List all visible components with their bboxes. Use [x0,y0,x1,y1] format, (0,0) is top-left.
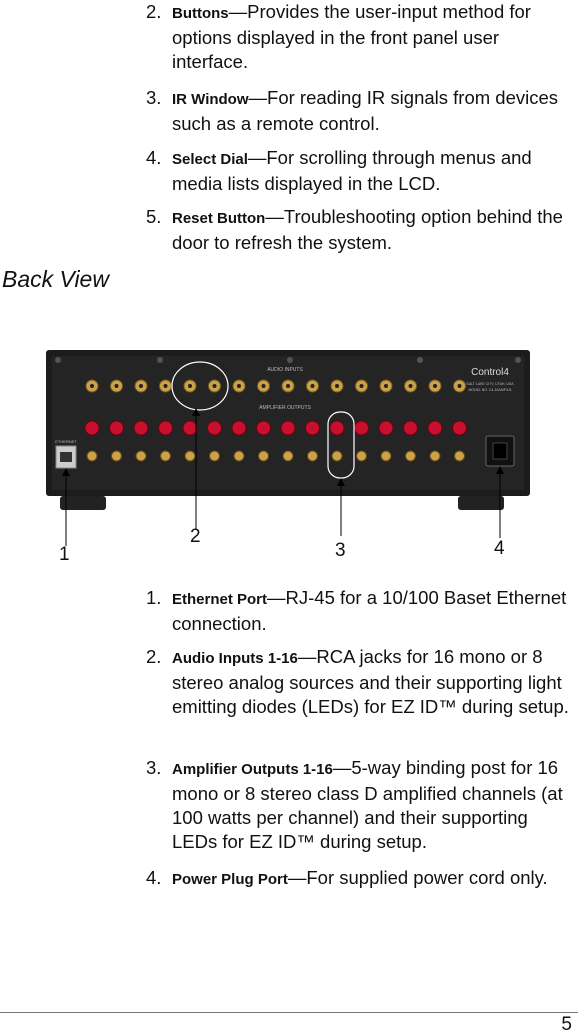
item-term: Reset Button [172,210,266,227]
item-number: 5. [146,206,162,227]
binding-post-black [112,451,122,461]
device-back-panel [0,340,578,580]
binding-post-red [183,421,197,435]
amplifier-outputs-label: AMPLIFIER OUTPUTS [259,405,311,411]
binding-post-red [453,421,467,435]
foot-left [60,496,106,510]
binding-post-black [283,451,293,461]
item-number: 3. [146,757,162,778]
item-term: Power Plug Port [172,871,288,888]
item-term: Buttons [172,5,229,22]
binding-post-red [134,421,148,435]
binding-post-red [110,421,124,435]
item-term: IR Window [172,91,249,108]
item-description: —Provides the user-input method for options displayed in the front panel user interface. [172,1,531,72]
back-view-figure [0,340,578,580]
list-item [146,756,576,854]
binding-post-red [379,421,393,435]
callout-2: 2 [190,526,201,547]
item-term: Audio Inputs 1-16 [172,650,298,667]
binding-post-black [185,451,195,461]
address-text: SALT LAKE CITY, UTAH, USA [466,382,514,386]
callout-1: 1 [59,544,70,565]
binding-post-red [404,421,418,435]
binding-post-black [136,451,146,461]
audio-inputs-label: AUDIO INPUTS [267,367,303,373]
binding-post-black [381,451,391,461]
item-term: Ethernet Port [172,591,268,608]
binding-post-black [357,451,367,461]
list-item [146,866,576,892]
item-description: —For supplied power cord only. [287,867,548,888]
callout-4: 4 [494,538,505,559]
brand-logo: Control4 [471,367,509,378]
item-number: 3. [146,87,162,108]
item-description: —Troubleshooting option behind the door to refresh the system. [172,206,563,253]
list-item [146,0,576,74]
item-term: Select Dial [172,151,248,168]
list-item [146,86,576,136]
binding-post-red [306,421,320,435]
ethernet-label: ETHERNET [55,439,77,444]
page-number: 5 [561,1014,572,1035]
binding-post-black [87,451,97,461]
item-description: —For scrolling through menus and media lists displayed in the LCD. [172,147,532,194]
binding-post-black [406,451,416,461]
item-number: 2. [146,646,162,667]
item-number: 4. [146,867,162,888]
binding-post-black [455,451,465,461]
item-term: Amplifier Outputs 1-16 [172,761,333,778]
item-description: —RJ-45 for a 10/100 Baset Ethernet connection. [172,587,567,634]
binding-post-red [159,421,173,435]
binding-post-red [355,421,369,435]
binding-post-red [257,421,271,435]
footer-divider [0,1012,578,1013]
item-number: 2. [146,1,162,22]
list-item [146,205,576,255]
binding-post-black [234,451,244,461]
binding-post-red [330,421,344,435]
model-text: MODEL NO. C4-16AMP3-B [468,388,512,392]
item-number: 1. [146,587,162,608]
binding-post-black [259,451,269,461]
binding-post-red [281,421,295,435]
item-number: 4. [146,147,162,168]
binding-post-black [430,451,440,461]
callout-3: 3 [335,540,346,561]
binding-post-red [232,421,246,435]
foot-right [458,496,504,510]
item-description: —5-way binding post for 16 mono or 8 stereo class D amplified channels (at 100 watts per channel) and their supporting LEDs for EZ ID™ during setup. [172,757,563,852]
binding-post-black [210,451,220,461]
list-item [146,146,576,196]
binding-post-black [308,451,318,461]
binding-post-black [332,451,342,461]
item-description: —RCA jacks for 16 mono or 8 stereo analog sources and their supporting light emitting diodes (LEDs) for EZ ID™ during setup. [172,646,569,717]
item-description: —For reading IR signals from devices such as a remote control. [172,87,559,134]
binding-post-red [428,421,442,435]
binding-post-black [161,451,171,461]
binding-post-red [208,421,222,435]
binding-post-red [85,421,99,435]
section-title: Back View [2,266,109,292]
list-item [146,586,576,636]
list-item [146,645,576,719]
